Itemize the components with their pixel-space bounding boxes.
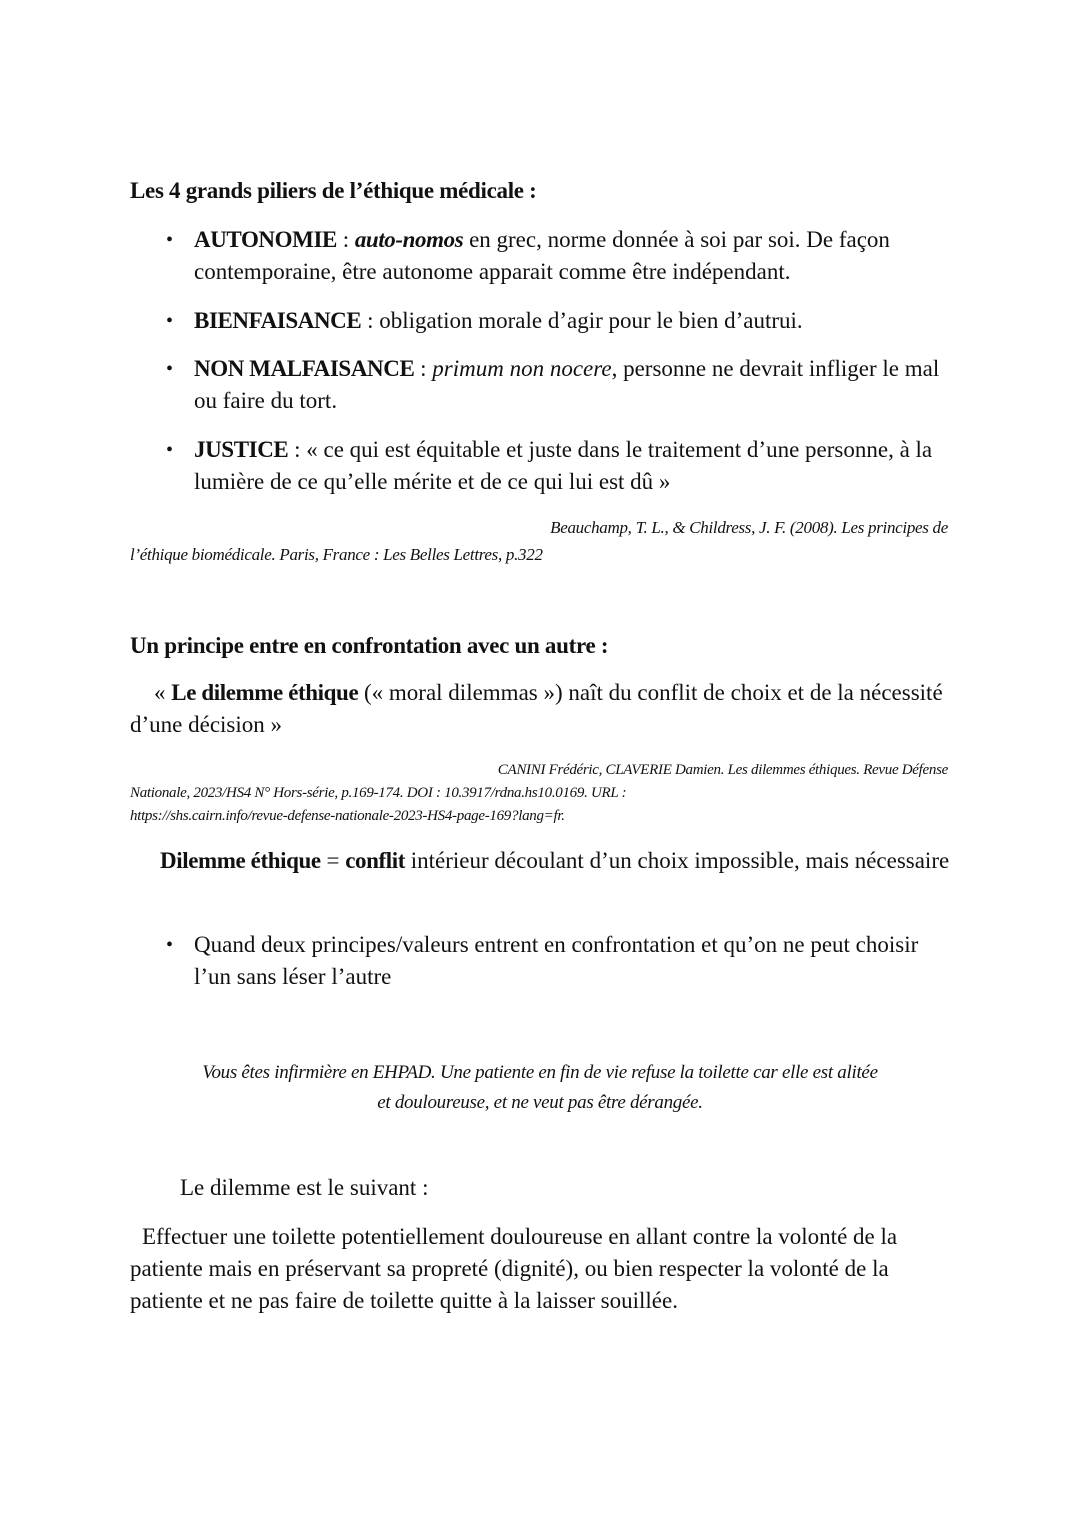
bullet-icon: • — [166, 229, 174, 251]
sep: : — [414, 356, 433, 381]
citation-canini — [130, 759, 948, 828]
case-line: et douloureuse, et ne veut pas être dérangée. — [377, 1092, 703, 1113]
quote-term: Le dilemme éthique — [171, 680, 359, 705]
bullet-text: Quand deux principes/valeurs entrent en confrontation et qu’on ne peut choisir l’un sans léser l’autre — [194, 932, 919, 989]
bullet-icon: • — [166, 439, 174, 461]
definition: en grec, norme donnée à soi par soi. De façon contemporaine, être autonome apparait comme être indépendant. — [194, 227, 890, 284]
latin-term: auto-nomos — [354, 227, 464, 252]
equals: = — [320, 848, 346, 873]
sep: : — [361, 308, 380, 333]
definition: obligation morale d’agir pour le bien d’autrui. — [379, 308, 803, 333]
dilemma-text: Effectuer une toilette potentiellement douloureuse en allant contre la volonté de la patiente mais en préservant sa propreté (dignité), ou bien respecter la volonté de la patiente et ne pas faire de toilette quitte à la laisser souillée. — [130, 1224, 898, 1313]
case-study — [130, 1058, 950, 1118]
def-text: intérieur découlant d’un choix impossible, mais nécessaire — [405, 848, 950, 873]
definition: « ce qui est équitable et juste dans le traitement d’une personne, à la lumière de ce qu’elle mérite et de ce qui lui est dû » — [194, 437, 933, 494]
bullet-icon: • — [166, 310, 174, 332]
citation-line: Nationale, 2023/HS4 N° Hors-série, p.169-174. DOI : 10.3917/rdna.hs10.0169. URL : — [130, 785, 627, 801]
bullet-non-malfaisance — [166, 353, 954, 417]
bullet-confrontation — [166, 929, 954, 993]
citation-line: Beauchamp, T. L., & Childress, J. F. (2008). Les principes de — [550, 518, 948, 537]
definition: , personne ne devrait infliger le mal ou faire du tort. — [194, 356, 940, 413]
citation-line: l’éthique biomédicale. Paris, France : Les Belles Lettres, p.322 — [130, 545, 543, 564]
bullet-autonomie — [166, 224, 954, 288]
bullet-justice — [166, 434, 954, 498]
bullet-icon: • — [166, 934, 174, 956]
case-line: Vous êtes infirmière en EHPAD. Une patiente en fin de vie refuse la toilette car elle est alitée — [202, 1062, 878, 1083]
section-heading-pillars: Les 4 grands piliers de l’éthique médicale : — [130, 178, 537, 203]
section-heading-confrontation: Un principe entre en confrontation avec un autre : — [130, 633, 609, 658]
sep: : — [288, 437, 307, 462]
quote-text: (« moral dilemmas ») naît du conflit de choix et de la nécessité d’une décision » — [130, 680, 943, 737]
def-term: Dilemme éthique — [160, 848, 321, 873]
quote-mark: « — [154, 680, 172, 705]
def-term: conflit — [345, 848, 406, 873]
term: AUTONOMIE — [194, 227, 337, 252]
citation-line: https://shs.cairn.info/revue-defense-nationale-2023-HS4-page-169?lang=fr. — [130, 808, 565, 824]
term: BIENFAISANCE — [194, 308, 362, 333]
latin-term: primum non nocere — [432, 356, 612, 381]
term: NON MALFAISANCE — [194, 356, 415, 381]
sep: : — [336, 227, 355, 252]
definition-dilemme — [130, 845, 950, 877]
bullet-bienfaisance — [166, 305, 954, 337]
citation-line: CANINI Frédéric, CLAVERIE Damien. Les dilemmes éthiques. Revue Défense — [497, 762, 948, 778]
dilemma-intro: Le dilemme est le suivant : — [180, 1175, 429, 1200]
term: JUSTICE — [194, 437, 289, 462]
citation-beauchamp — [130, 514, 948, 568]
quote-dilemme — [130, 677, 950, 741]
bullet-icon: • — [166, 358, 174, 380]
